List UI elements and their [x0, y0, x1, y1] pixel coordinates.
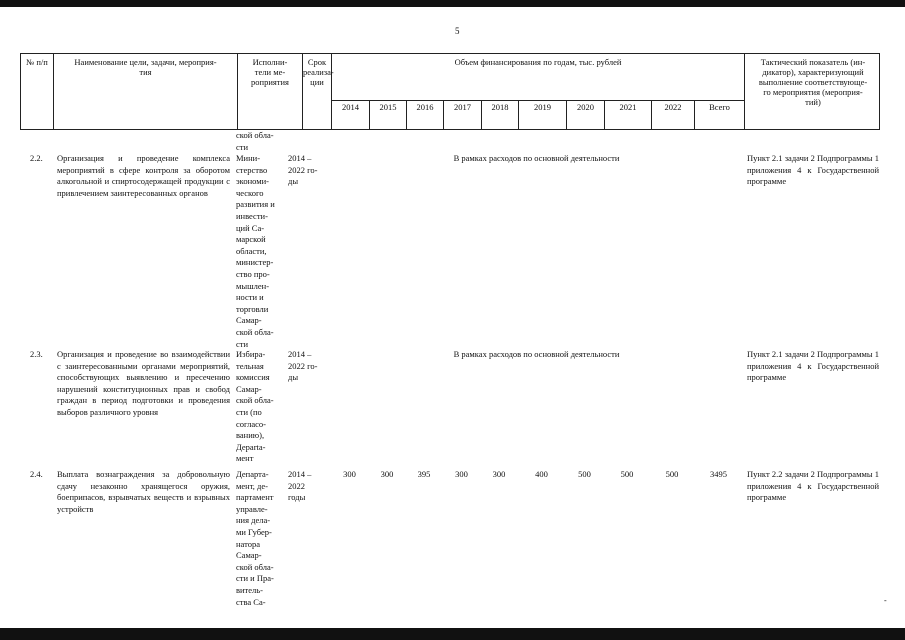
row-2-2-indicator: Пункт 2.1 задачи 2 Подпрограммы 1 приложения 4 к Государственной программе — [747, 153, 879, 187]
year-total: Всего — [709, 102, 730, 112]
row-2-2-number: 2.2. — [30, 153, 43, 163]
row-2-3-finance-note: В рамках расходов по основной деятельности — [453, 349, 620, 359]
row-2-2-finance-note: В рамках расходов по основной деятельности — [453, 153, 620, 163]
row-2-2-executors: Мини- стерство экономи- ческого развития и инвести- ций Са- марской области, министер- ство про- мышлен- ности и торговли Самар- ской обла- сти — [236, 153, 275, 349]
year-2022: 2022 — [664, 102, 682, 112]
year-2014: 2014 — [342, 102, 359, 112]
scan-bottom-border — [0, 628, 905, 640]
year-2019: 2019 — [534, 102, 551, 112]
row-2-4-value-2017: 300 — [455, 469, 468, 479]
row-2-4-number: 2.4. — [30, 469, 43, 479]
row-2-3-number: 2.3. — [30, 349, 43, 359]
header-number: № п/п — [26, 57, 48, 67]
row-2-4-value-2019: 400 — [535, 469, 548, 479]
header-executors: Исполни- тели ме- роприятия — [251, 57, 289, 87]
header-term: Срок реализа- ции — [303, 57, 334, 87]
row-2-4-term: 2014 – 2022 годы — [288, 469, 312, 503]
row-2-2-term: 2014 – 2022 го- ды — [288, 153, 318, 187]
carryover-executor: ской обла- сти — [236, 130, 274, 152]
header-name: Наименование цели, задачи, мероприя- тия — [74, 57, 217, 77]
row-2-3-indicator: Пункт 2.1 задачи 2 Подпрограммы 1 приложения 4 к Государственной программе — [747, 349, 879, 383]
header-financing: Объем финансирования по годам, тыс. рублей — [454, 57, 622, 67]
row-2-4-name: Выплата вознаграждения за добровольную сдачу незаконно хранящегося оружия, боеприпасов, взрывчатых веществ и взрывных устройств — [57, 469, 230, 514]
row-2-4-executors: Департа- мент, де- партамент управле- ния дела- ми Губер- натора Самар- ской обла- сти и Пра- витель- ства Са- — [236, 469, 274, 607]
row-2-4-value-2022: 500 — [665, 469, 679, 479]
year-2017: 2017 — [454, 102, 471, 112]
year-2020: 2020 — [577, 102, 594, 112]
row-2-4-value-2018: 300 — [492, 469, 506, 479]
table-header — [20, 53, 880, 130]
scan-top-border — [0, 0, 905, 7]
row-2-4-value-2014: 300 — [343, 469, 356, 479]
header-indicator: Тактический показатель (ин- дикатор), характеризующий выполнение соответствующе- го мероприятия (мероприя- тий) — [758, 57, 868, 107]
row-2-3-name: Организация и проведение во взаимодействии с заинтересованными органами мероприятий, способствующих выявлению и пресечению нарушений конституционных прав и свобод граждан в период подготовки и проведения выборов различного уровня — [57, 349, 230, 417]
row-2-4-value-2015: 300 — [380, 469, 394, 479]
row-2-4-value-2020: 500 — [578, 469, 591, 479]
year-2015: 2015 — [379, 102, 397, 112]
year-2018: 2018 — [491, 102, 509, 112]
row-2-4-value-2016: 395 — [417, 469, 431, 479]
row-2-3-term: 2014 – 2022 го- ды — [288, 349, 318, 383]
row-2-2-name: Организация и проведение комплекса мероприятий в сфере контроля за оборотом алкогольной и спиртосодержащей продукции с привлечением заинтересованных органов — [57, 153, 230, 198]
row-2-4-value-total: 3495 — [710, 469, 727, 479]
row-2-3-executors: Избира- тельная комиссия Самар- ской обла- сти (по согласо- ванию), Деparta- мент — [236, 349, 274, 464]
row-2-4-indicator: Пункт 2.2 задачи 2 Подпрограммы 1 приложения 4 к Государственной программе — [747, 469, 879, 503]
page-number: 5 — [455, 26, 460, 36]
year-2021: 2021 — [619, 102, 637, 112]
year-2016: 2016 — [416, 102, 434, 112]
row-2-4-value-2021: 500 — [620, 469, 634, 479]
scan-speck: - — [884, 596, 887, 605]
